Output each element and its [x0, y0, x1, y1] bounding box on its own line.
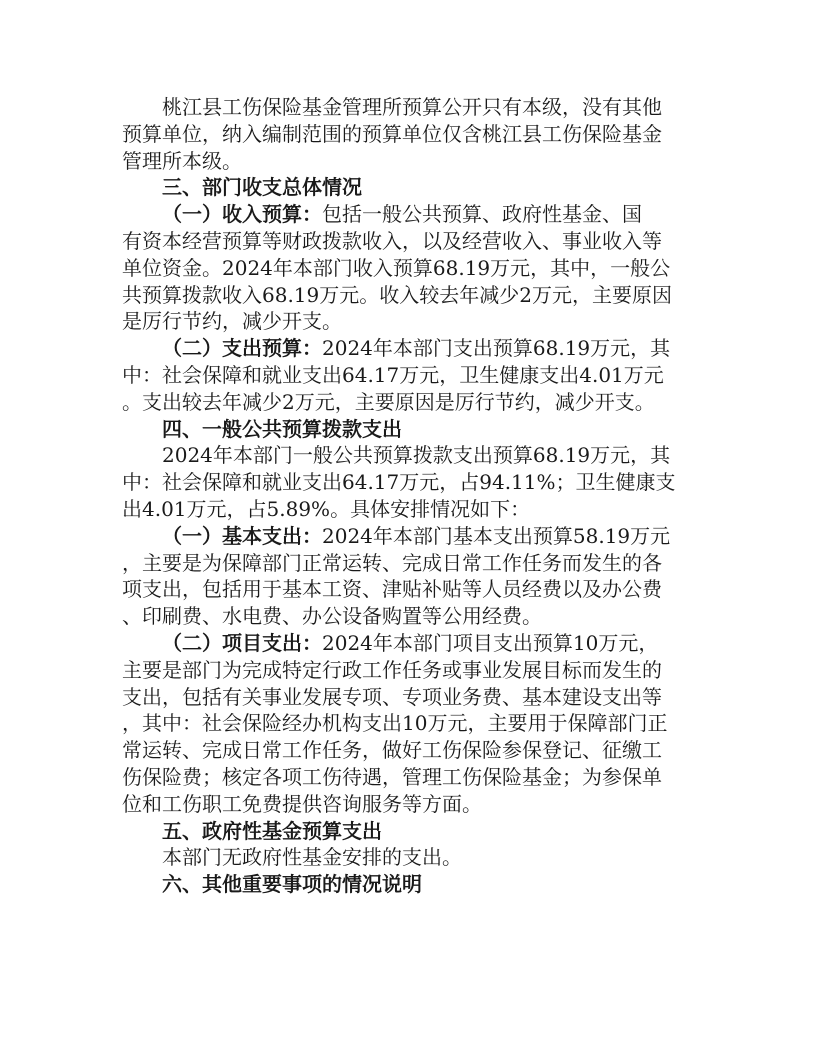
- income-first-line: [122, 201, 702, 228]
- income-label: （一）收入预算：: [162, 202, 322, 227]
- paragraph-line: 常运转、完成日常工作任务，做好工伤保险参保登记、征缴工: [122, 738, 662, 763]
- paragraph-line: 伤保险费；核定各项工伤待遇，管理工伤保险基金；为参保单: [122, 764, 662, 789]
- basic-label: （一）基本支出：: [162, 523, 322, 548]
- paragraph-line: 是厉行节约，减少开支。: [122, 309, 342, 334]
- expense-label: （二）支出预算：: [162, 336, 322, 361]
- project-label: （二）项目支出：: [162, 630, 322, 655]
- project-first-line: [122, 630, 702, 657]
- expense-first-line: [122, 335, 702, 362]
- paragraph-line: 位和工伤职工免费提供咨询服务等方面。: [122, 791, 482, 816]
- section-heading-4: 四、一般公共预算拨款支出: [162, 416, 402, 441]
- paragraph-line: 、印刷费、水电费、办公设备购置等公用经费。: [122, 604, 542, 629]
- section-heading-3: 三、部门收支总体情况: [162, 175, 362, 200]
- document-body: [122, 94, 702, 898]
- paragraph-line: 主要是部门为完成特定行政工作任务或事业发展目标而发生的: [122, 657, 662, 682]
- section-heading-5: 五、政府性基金预算支出: [162, 818, 382, 843]
- paragraph-line: 共预算拨款收入68.19万元。收入较去年减少2万元，主要原因: [122, 282, 672, 307]
- paragraph-line: ，主要是为保障部门正常运转、完成日常工作任务而发生的各: [122, 550, 662, 575]
- paragraph-line: ，其中：社会保险经办机构支出10万元，主要用于保障部门正: [122, 711, 668, 736]
- paragraph-line: 预算单位，纳入编制范围的预算单位仅含桃江县工伤保险基金: [122, 121, 662, 146]
- expense-text: 2024年本部门支出预算68.19万元，其: [322, 336, 671, 361]
- basic-first-line: [122, 523, 702, 550]
- basic-text: 2024年本部门基本支出预算58.19万元: [322, 523, 671, 548]
- paragraph-line: 中：社会保障和就业支出64.17万元，卫生健康支出4.01万元: [122, 362, 664, 387]
- paragraph-line: 出4.01万元，占5.89%。具体安排情况如下：: [122, 496, 531, 521]
- paragraph-line: 有资本经营预算等财政拨款收入，以及经营收入、事业收入等: [122, 228, 662, 253]
- paragraph-line: 支出，包括有关事业发展专项、专项业务费、基本建设支出等: [122, 684, 662, 709]
- project-text: 2024年本部门项目支出预算10万元，: [322, 630, 659, 655]
- paragraph-line: 管理所本级。: [122, 148, 242, 173]
- paragraph-line: 本部门无政府性基金安排的支出。: [162, 845, 462, 870]
- section-heading-6: 六、其他重要事项的情况说明: [162, 872, 422, 897]
- paragraph-line: 项支出，包括用于基本工资、津贴补贴等人员经费以及办公费: [122, 577, 662, 602]
- paragraph-line: 单位资金。2024年本部门收入预算68.19万元，其中，一般公: [122, 255, 671, 280]
- paragraph-line: 桃江县工伤保险基金管理所预算公开只有本级，没有其他: [162, 95, 662, 119]
- paragraph-line: 中：社会保障和就业支出64.17万元，占94.11%；卫生健康支: [122, 470, 676, 495]
- income-text: 包括一般公共预算、政府性基金、国: [322, 202, 642, 227]
- paragraph-line: 。支出较去年减少2万元，主要原因是厉行节约，减少开支。: [122, 389, 655, 414]
- paragraph-line: 2024年本部门一般公共预算拨款支出预算68.19万元，其: [162, 443, 671, 468]
